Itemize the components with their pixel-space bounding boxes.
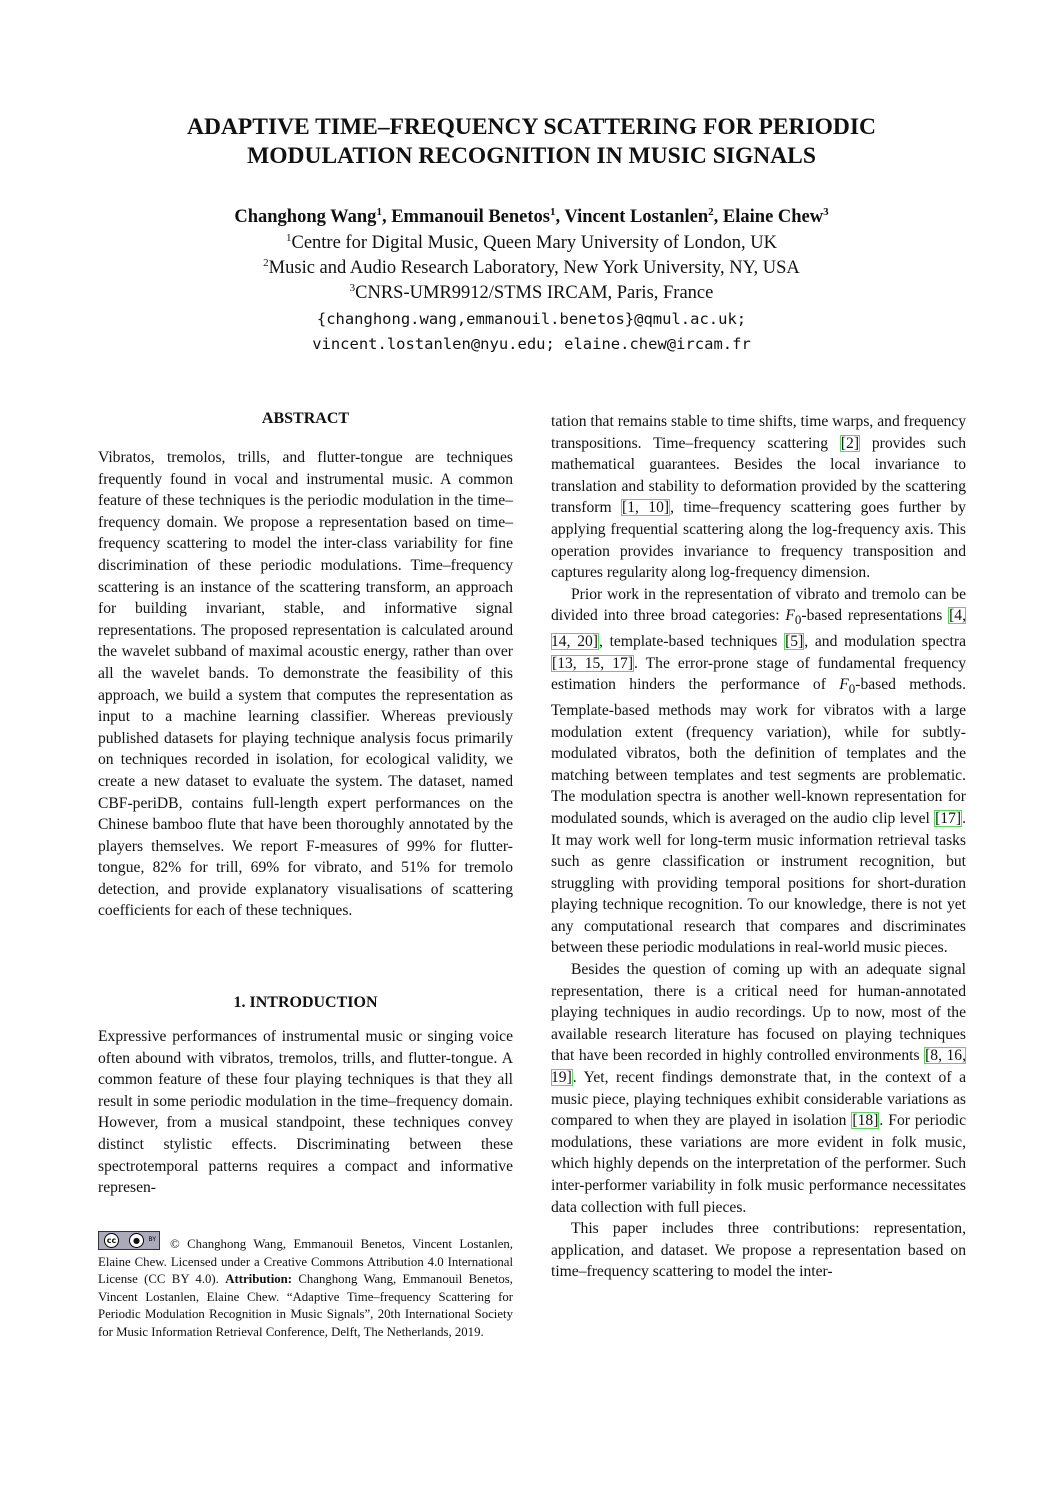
citation-link[interactable]: [17] [935,809,962,827]
affiliation-text: Music and Audio Research Laboratory, New York University, NY, USA [268,258,800,278]
text-run: , and modulation spectra [804,633,967,651]
cc-by-license-badge [98,1231,160,1250]
person-icon: ● [129,1233,144,1248]
text-run: provides such mathematical guarantees. Besides the local invariance to translation and stability to deformation provided by the scattering transform [551,434,966,517]
author-name: Vincent Lostanlen [564,207,709,227]
text-run: Besides the question of coming up with an adequate signal representation, there is a critical need for human-annotated playing techniques in audio recordings. Up to now, most of the available research literature has focused on playing techniques that have been recorded in highly controlled environments [551,961,966,1065]
author-sep: , [713,207,723,227]
citation-link[interactable]: [18] [852,1112,879,1130]
citation-link[interactable]: [1, 10] [622,499,670,517]
citation-link[interactable]: [5] [785,633,804,651]
citation-link[interactable]: [2] [840,434,860,452]
text-run: -based methods. Template-based methods may work for vibratos with a large modulation extent (frequency variation), while for subtly-modulated vibratos, both the definition of templates and the matching between templates and test segments are problematic. The modulation spectra is another well-known representation for modulated sounds, which is averaged on the audio clip level [551,676,966,827]
author-mark: 1 [376,206,382,218]
abstract-text: Vibratos, tremolos, trills, and flutter-tongue are techniques frequently found in vocal and instrumental music. A common feature of these techniques is the periodic modulation in the time–frequency domain. We propose a representation based on time–frequency scattering to model the inter-class variability for fine discrimination of these periodic modulations. Time–frequency scattering is an instance of the scattering transform, an approach for building invariant, stable, and informative signal representations. The proposed representation is calculated around the wavelet subband of maximal acoustic energy, rather than over all the wavelet bands. To demonstrate the feasibility of this approach, we build a system that computes the representation as input to a machine learning classifier. Whereas previously published datasets for playing technique analysis focus primarily on techniques recorded in isolation, for ecological validity, we create a new dataset to evaluate the system. The dataset, named CBF-periDB, contains full-length expert performances on the Chinese bamboo flute that have been thoroughly annotated by the players themselves. We report F-measures of 99% for flutter-tongue, 82% for trill, 69% for vibrato, and 51% for tremolo detection, and provide explanatory visualisations of scattering coefficients for each of these techniques. [98,449,513,920]
introduction-body-right [551,411,966,1283]
text-run: . It may work well for long-term music information retrieval tasks such as genre classification or instrument recognition, but struggling with providing temporal positions for short-duration playing technique recognition. To our knowledge, there is not yet any computational research that compares and discriminates between these periodic modulations in real-world music pieces. [551,809,966,957]
text-run: . For periodic modulations, these variations are more evident in folk music, which highly depends on the interpretation of the performer. Such inter-performer variability in folk music performance necessitates data collection with full pieces. [551,1112,966,1216]
intro-paragraph: This paper includes three contributions: representation, application, and dataset. We propose a representation based on time–frequency scattering to model the inter- [551,1220,966,1281]
intro-paragraph [551,584,966,959]
text-run: . The error-prone stage of fundamental frequency estimation hinders the performance of [551,654,966,694]
f0-symbol: F [839,676,849,694]
author-name: Elaine Chew [722,207,824,227]
f0-subscript: 0 [848,681,856,697]
footnote-attribution-text: Changhong Wang, Emmanouil Benetos, Vincent Lostanlen, Elaine Chew. “Adaptive Time–frequency Scattering for Periodic Modulation Recognition in Music Signals”, 20th International Society for Music Information Retrieval Conference, Delft, The Netherlands, 2019. [98,1272,513,1339]
email-line-2: vincent.lostanlen@nyu.edu; elaine.chew@ircam.fr [312,335,751,353]
title-line-2: MODULATION RECOGNITION IN MUSIC SIGNALS [247,143,816,169]
author-list [98,205,965,229]
footnote [98,1231,513,1342]
email-line-1: {changhong.wang,emmanouil.benetos}@qmul.ac.uk; [316,310,747,328]
author-mark: 2 [708,206,714,218]
citation-link[interactable]: [13, 15, 17] [552,654,634,672]
introduction-heading: 1. INTRODUCTION [233,994,378,1011]
introduction-body-left [98,1026,513,1199]
text-run: , time–frequency scattering goes further by applying frequential scattering along the log-frequency axis. This operation provides invariance to frequency transposition and captures regularity along log-frequency dimension. [551,499,966,582]
abstract-body [98,447,513,922]
author-sep: , [381,207,392,227]
text-run: , template-based techniques [599,633,785,651]
affiliation-mark: 2 [263,257,269,269]
f0-symbol: F [785,607,795,625]
text-run: -based representations [801,607,949,625]
footnote-copyright: © Changhong Wang, Emmanouil Benetos, Vincent Lostanlen, Elaine Chew. Licensed under a Creative Commons Attribution 4.0 International License (CC BY 4.0). [98,1237,513,1287]
author-mark: 3 [823,206,829,218]
paper-title [98,113,965,171]
author-sep: , [555,207,565,227]
affiliation-mark: 3 [349,282,356,294]
affiliation-text: Centre for Digital Music, Queen Mary University of London, UK [291,233,778,253]
affiliation-text: CNRS-UMR9912/STMS IRCAM, Paris, France [355,283,714,303]
intro-paragraph [551,411,966,584]
abstract-heading: ABSTRACT [261,410,350,427]
author-mark: 1 [550,206,556,218]
citation-link[interactable]: [8, 16, 19] [551,1047,966,1087]
intro-paragraph [551,959,966,1218]
affiliation [98,281,965,305]
by-label: BY [148,1236,156,1244]
affiliation [98,231,965,255]
author-name: Changhong Wang [234,207,377,227]
title-line-1: ADAPTIVE TIME–FREQUENCY SCATTERING FOR PERIODIC [187,114,876,140]
cc-icon: cc [104,1233,119,1248]
citation-link[interactable]: [4, 14, 20] [551,607,966,651]
intro-paragraph: Expressive performances of instrumental music or singing voice often abound with vibratos, tremolos, trills, and flutter-tongue. A common feature of these four playing techniques is that they all result in some periodic modulation in the time–frequency domain. However, from a musical standpoint, these techniques convey distinct stylistic effects. Discriminating between these spectrotemporal patterns requires a compact and informative represen- [98,1028,513,1197]
affiliation-mark: 1 [285,232,292,244]
text-run: . Yet, recent findings demonstrate that, in the context of a music piece, playing techniques exhibit considerable variations as compared to when they are played in isolation [551,1069,966,1130]
author-name: Emmanouil Benetos [391,207,550,227]
text-run: tation that remains stable to time shifts, time warps, and frequency transpositions. Time–frequency scattering [551,413,966,452]
text-run: Prior work in the representation of vibrato and tremolo can be divided into three broad categories: [551,585,966,625]
f0-subscript: 0 [794,612,802,628]
affiliation [98,256,965,280]
footnote-attribution-label: Attribution: [225,1272,293,1287]
